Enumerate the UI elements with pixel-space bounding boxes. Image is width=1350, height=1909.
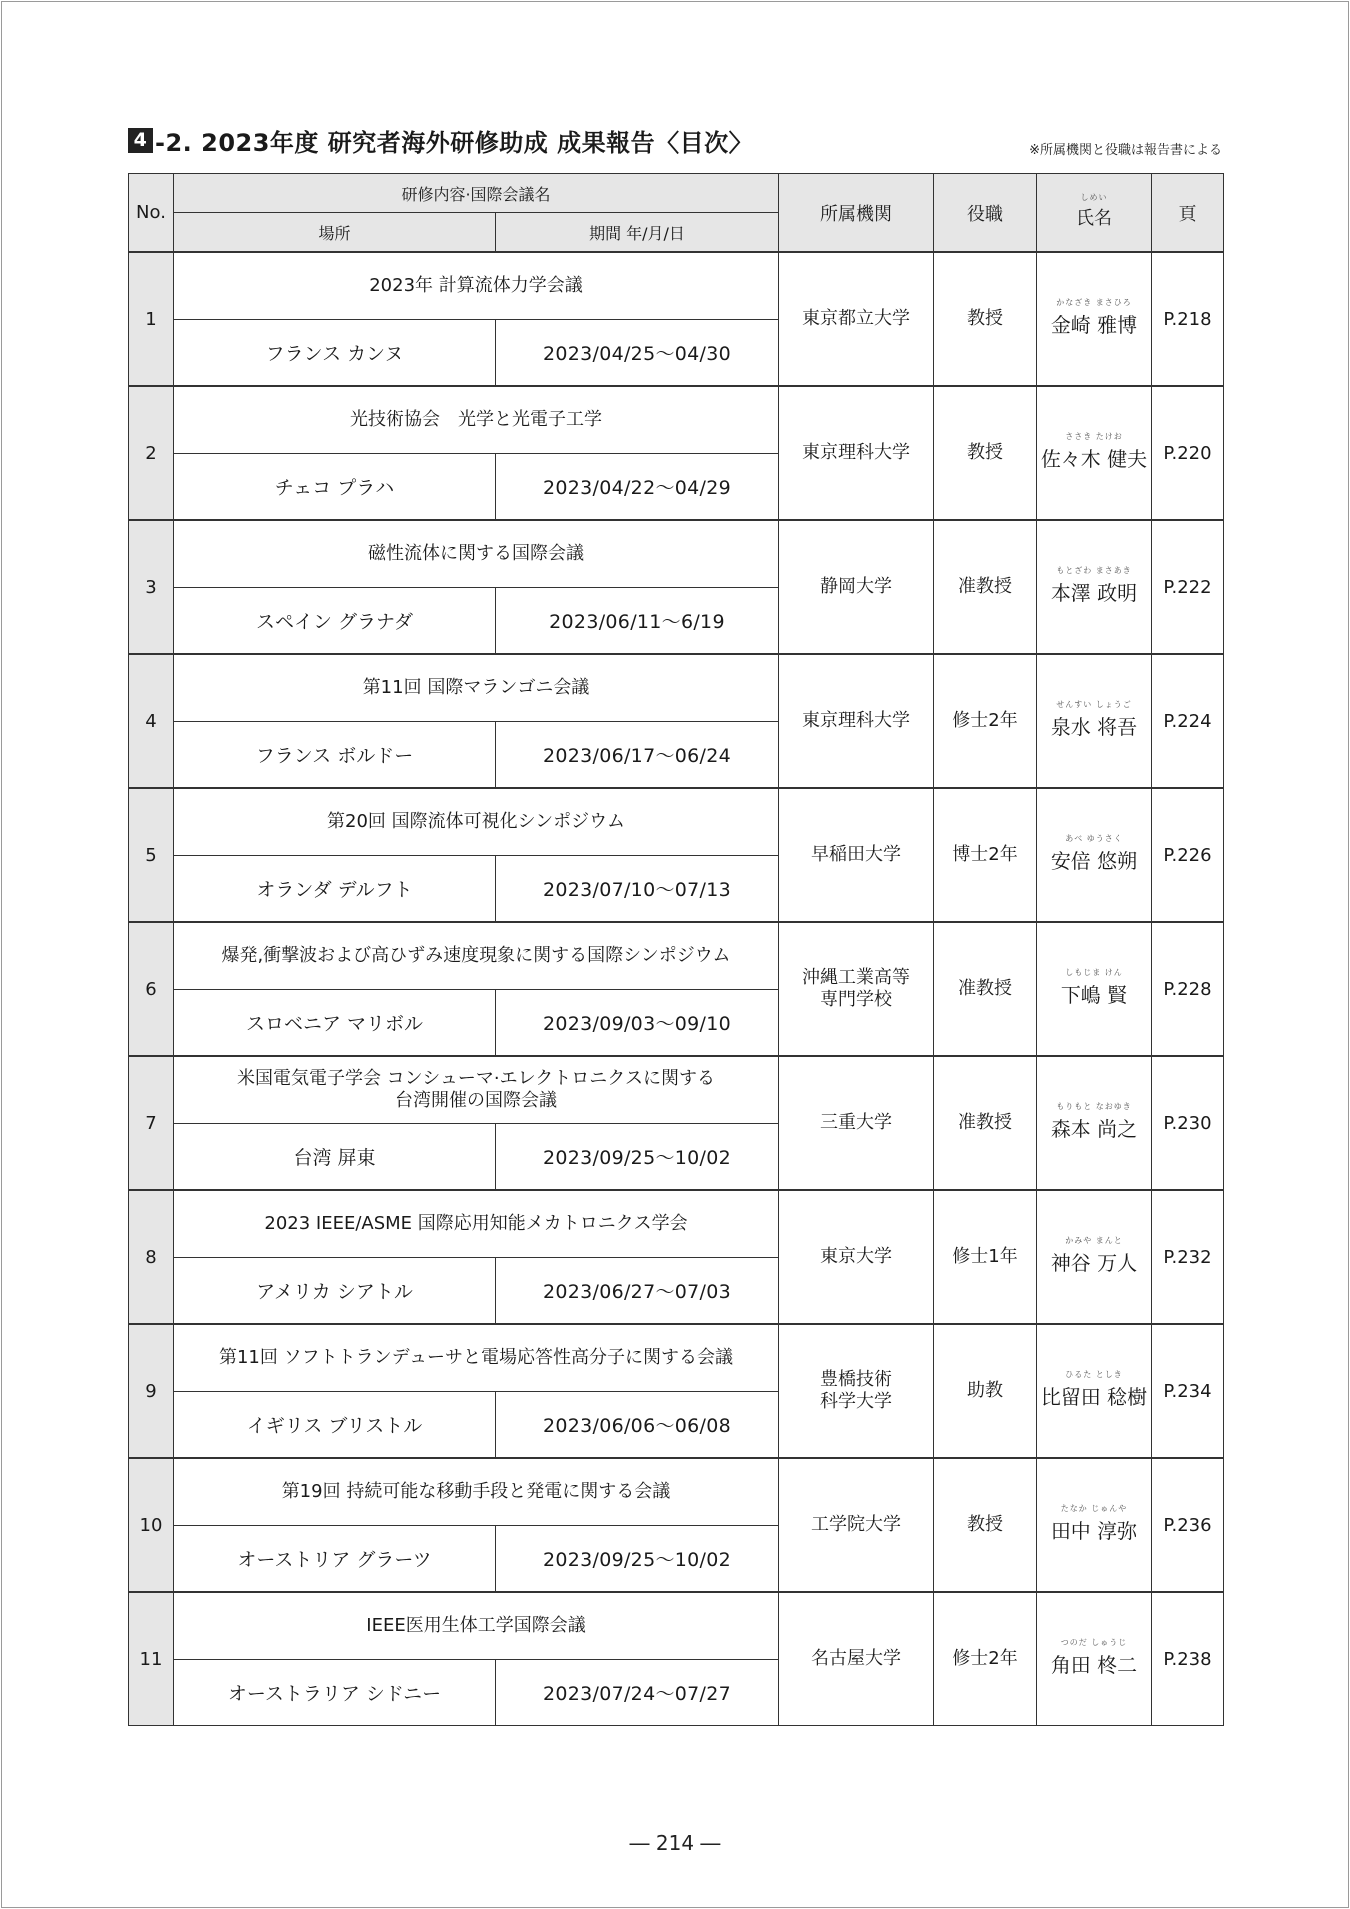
conference-name: 第11回 国際マランゴニ会議 <box>174 654 779 722</box>
header-period: 期間 年/月/日 <box>496 213 779 253</box>
period: 2023/06/17～06/24 <box>496 722 779 789</box>
page-ref: P.222 <box>1152 520 1224 654</box>
researcher-name: 比留田 稔樹 <box>1040 1384 1148 1409</box>
section-number-badge: 4 <box>128 128 153 153</box>
name-ruby: あべ ゆうさく <box>1065 833 1123 843</box>
page-ref: P.228 <box>1152 922 1224 1056</box>
researcher-name: 佐々木 健夫 <box>1040 446 1148 471</box>
affiliation: 沖縄工業高等 専門学校 <box>779 922 934 1056</box>
position: 教授 <box>934 252 1037 386</box>
affiliation: 静岡大学 <box>779 520 934 654</box>
position: 教授 <box>934 386 1037 520</box>
header-name <box>1037 174 1152 253</box>
table-row <box>129 654 1224 722</box>
name-ruby: たなか じゅんや <box>1060 1503 1128 1513</box>
affiliation: 東京大学 <box>779 1190 934 1324</box>
table-row <box>129 922 1224 990</box>
affiliation-note: ※所属機関と役職は報告書による <box>1029 143 1222 158</box>
period: 2023/06/11～6/19 <box>496 588 779 655</box>
position: 博士2年 <box>934 788 1037 922</box>
researcher-name: 安倍 悠朔 <box>1050 848 1138 873</box>
table-row <box>129 386 1224 454</box>
name-ruby: もりもと なおゆき <box>1056 1101 1132 1111</box>
researcher-name-cell <box>1037 788 1152 922</box>
location: オーストラリア シドニー <box>174 1660 496 1726</box>
page-ref: P.220 <box>1152 386 1224 520</box>
affiliation: 東京理科大学 <box>779 654 934 788</box>
researcher-name-cell <box>1037 922 1152 1056</box>
affiliation: 三重大学 <box>779 1056 934 1190</box>
report-toc-table <box>128 173 1224 1726</box>
position: 修士2年 <box>934 1592 1037 1726</box>
table-row <box>129 520 1224 588</box>
period: 2023/04/22～04/29 <box>496 454 779 521</box>
position: 准教授 <box>934 922 1037 1056</box>
row-number: 3 <box>129 520 174 654</box>
name-ruby: もとざわ まさあき <box>1056 565 1132 575</box>
conference-name: 第11回 ソフトトランデューサと電場応答性高分子に関する会議 <box>174 1324 779 1392</box>
conference-name: 光技術協会 光学と光電子工学 <box>174 386 779 454</box>
page-ref: P.232 <box>1152 1190 1224 1324</box>
row-number: 11 <box>129 1592 174 1726</box>
row-number: 8 <box>129 1190 174 1324</box>
location: チェコ プラハ <box>174 454 496 521</box>
page-ref: P.230 <box>1152 1056 1224 1190</box>
page-title <box>128 124 753 156</box>
row-number: 6 <box>129 922 174 1056</box>
name-ruby: ささき たけお <box>1065 431 1123 441</box>
researcher-name: 角田 柊二 <box>1050 1652 1138 1677</box>
researcher-name-cell <box>1037 1056 1152 1190</box>
period: 2023/09/25～10/02 <box>496 1124 779 1191</box>
row-number: 9 <box>129 1324 174 1458</box>
location: 台湾 屏東 <box>174 1124 496 1191</box>
researcher-name: 泉水 将吾 <box>1050 714 1138 739</box>
conference-name: 爆発,衝撃波および高ひずみ速度現象に関する国際シンポジウム <box>174 922 779 990</box>
location: フランス ボルドー <box>174 722 496 789</box>
table-row <box>129 1458 1224 1526</box>
position: 修士2年 <box>934 654 1037 788</box>
period: 2023/07/24～07/27 <box>496 1660 779 1726</box>
position: 准教授 <box>934 520 1037 654</box>
table-row <box>129 1324 1224 1392</box>
header-affiliation: 所属機関 <box>779 174 934 253</box>
row-number: 1 <box>129 252 174 386</box>
affiliation: 名古屋大学 <box>779 1592 934 1726</box>
position: 准教授 <box>934 1056 1037 1190</box>
row-number: 4 <box>129 654 174 788</box>
header-page: 頁 <box>1152 174 1224 253</box>
header-content: 研修内容·国際会議名 <box>174 174 779 213</box>
affiliation: 東京都立大学 <box>779 252 934 386</box>
header-position: 役職 <box>934 174 1037 253</box>
page-ref: P.224 <box>1152 654 1224 788</box>
location: イギリス ブリストル <box>174 1392 496 1459</box>
conference-name: 米国電気電子学会 コンシューマ·エレクトロニクスに関する 台湾開催の国際会議 <box>174 1056 779 1124</box>
researcher-name: 神谷 万人 <box>1050 1250 1138 1275</box>
name-ruby: かなざき まさひろ <box>1056 297 1132 307</box>
position: 教授 <box>934 1458 1037 1592</box>
header-name-text: 氏名 <box>1076 207 1112 229</box>
affiliation: 豊橋技術 科学大学 <box>779 1324 934 1458</box>
row-number: 5 <box>129 788 174 922</box>
location: オランダ デルフト <box>174 856 496 923</box>
conference-name: IEEE医用生体工学国際会議 <box>174 1592 779 1660</box>
location: スペイン グラナダ <box>174 588 496 655</box>
table-row <box>129 1592 1224 1660</box>
period: 2023/06/27～07/03 <box>496 1258 779 1325</box>
researcher-name-cell <box>1037 386 1152 520</box>
period: 2023/09/03～09/10 <box>496 990 779 1057</box>
name-ruby: せんすい しょうご <box>1056 699 1132 709</box>
header-place: 場所 <box>174 213 496 253</box>
row-number: 7 <box>129 1056 174 1190</box>
researcher-name-cell <box>1037 1190 1152 1324</box>
header-name-ruby: しめい <box>1080 192 1108 202</box>
position: 修士1年 <box>934 1190 1037 1324</box>
page-ref: P.234 <box>1152 1324 1224 1458</box>
conference-name: 第20回 国際流体可視化シンポジウム <box>174 788 779 856</box>
name-ruby: つのだ しゅうじ <box>1060 1637 1128 1647</box>
header-no: No. <box>129 174 174 253</box>
affiliation: 東京理科大学 <box>779 386 934 520</box>
row-number: 2 <box>129 386 174 520</box>
period: 2023/06/06～06/08 <box>496 1392 779 1459</box>
researcher-name-cell <box>1037 252 1152 386</box>
location: アメリカ シアトル <box>174 1258 496 1325</box>
period: 2023/07/10～07/13 <box>496 856 779 923</box>
researcher-name: 下嶋 賢 <box>1060 982 1128 1007</box>
page-ref: P.226 <box>1152 788 1224 922</box>
researcher-name: 田中 淳弥 <box>1050 1518 1138 1543</box>
period: 2023/04/25～04/30 <box>496 320 779 387</box>
affiliation: 早稲田大学 <box>779 788 934 922</box>
page-ref: P.238 <box>1152 1592 1224 1726</box>
conference-name: 2023年 計算流体力学会議 <box>174 252 779 320</box>
name-ruby: かみや まんと <box>1065 1235 1123 1245</box>
page-number: ― 214 ― <box>629 1831 721 1855</box>
researcher-name: 森本 尚之 <box>1050 1116 1138 1141</box>
position: 助教 <box>934 1324 1037 1458</box>
researcher-name-cell <box>1037 1592 1152 1726</box>
period: 2023/09/25～10/02 <box>496 1526 779 1593</box>
researcher-name-cell <box>1037 1458 1152 1592</box>
conference-name: 第19回 持続可能な移動手段と発電に関する会議 <box>174 1458 779 1526</box>
toc-body <box>129 252 1224 1726</box>
table-row <box>129 1190 1224 1258</box>
affiliation: 工学院大学 <box>779 1458 934 1592</box>
location: スロベニア マリボル <box>174 990 496 1057</box>
researcher-name-cell <box>1037 654 1152 788</box>
name-ruby: ひるた としき <box>1065 1369 1123 1379</box>
row-number: 10 <box>129 1458 174 1592</box>
page-ref: P.218 <box>1152 252 1224 386</box>
page-ref: P.236 <box>1152 1458 1224 1592</box>
table-row <box>129 788 1224 856</box>
table-row <box>129 252 1224 320</box>
table-row <box>129 1056 1224 1124</box>
researcher-name: 本澤 政明 <box>1050 580 1138 605</box>
researcher-name-cell <box>1037 520 1152 654</box>
location: フランス カンヌ <box>174 320 496 387</box>
title-text: -2. 2023年度 研究者海外研修助成 成果報告〈目次〉 <box>155 128 754 157</box>
researcher-name: 金崎 雅博 <box>1050 312 1138 337</box>
conference-name: 磁性流体に関する国際会議 <box>174 520 779 588</box>
researcher-name-cell <box>1037 1324 1152 1458</box>
conference-name: 2023 IEEE/ASME 国際応用知能メカトロニクス学会 <box>174 1190 779 1258</box>
name-ruby: しもじま けん <box>1065 967 1123 977</box>
location: オーストリア グラーツ <box>174 1526 496 1593</box>
